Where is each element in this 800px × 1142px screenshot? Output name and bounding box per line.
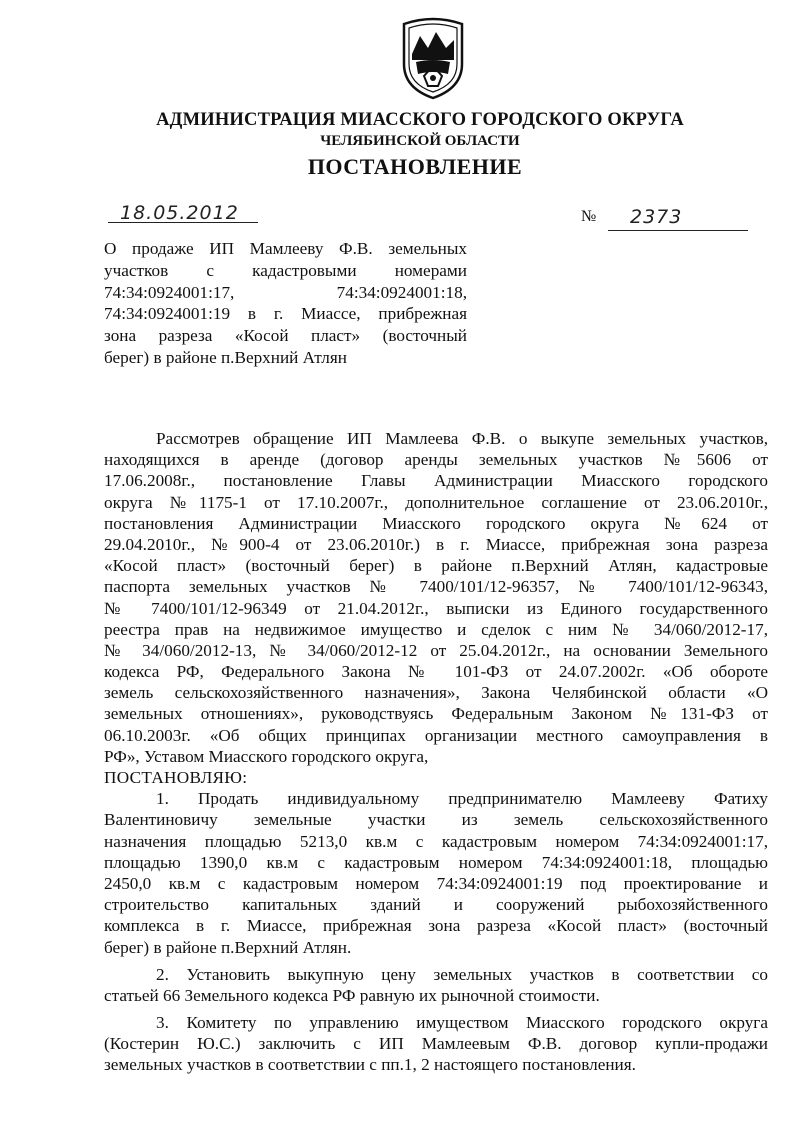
preamble-line: постановления Администрации Миасского городского округа №624 от [104, 513, 768, 533]
item1-line: 1. Продать индивидуальному предпринимателю Мамлееву Фатиху [156, 789, 768, 809]
item1-line: строительство капитальных зданий и сооружений рыбохозяйственного [104, 895, 768, 915]
item1-line: берег) в районе п.Верхний Атлян. [104, 937, 352, 957]
item3-line: земельных участков в соответствии с пп.1, 2 настоящего постановления. [104, 1055, 636, 1075]
preamble-line: 06.10.2003г. «Об общих принципах организации местного самоуправления в [104, 725, 768, 745]
number-sign: № [581, 208, 597, 225]
document-date: 18.05.2012 [120, 202, 239, 224]
organization-title: АДМИНИСТРАЦИЯ МИАССКОГО ГОРОДСКОГО ОКРУГА [156, 110, 684, 130]
preamble-line: «Косой пласт» (восточный берег) в районе п.Верхний Атлян, кадастровые [104, 556, 768, 576]
preamble-line: реестра прав на недвижимое имущество и сделок с ним № 34/060/2012-17, [104, 619, 768, 639]
document-number: 2373 [630, 206, 683, 228]
date-underline [108, 222, 258, 223]
preamble-line: Рассмотрев обращение ИП Мамлеева Ф.В. о выкупе земельных участков, [156, 429, 768, 448]
decree-word: ПОСТАНОВЛЯЮ: [104, 768, 248, 787]
preamble-line: 17.06.2008г., постановление Главы Администрации Миасского городского [104, 471, 768, 491]
preamble-line: 29.04.2010г., №900-4 от 23.06.2010г.) в г. Миассе, прибрежная зона разреза [104, 534, 768, 554]
item2-line: 2. Установить выкупную цену земельных участков в соответствии со [156, 964, 768, 984]
preamble-line: № 34/060/2012-13, № 34/060/2012-12 от 25.04.2012г., на основании Земельного [104, 640, 768, 660]
subject-line: 74:34:0924001:17, 74:34:0924001:18, [104, 282, 467, 302]
item3-line: (Костерин Ю.С.) заключить с ИП Мамлеевым Ф.В. договор купли-продажи [104, 1034, 768, 1054]
subject-line: берег) в районе п.Верхний Атлян [104, 347, 347, 367]
item1-line: назначения площадью 5213,0 кв.м с кадастровым номером 74:34:0924001:17, [104, 831, 768, 851]
subject-line: 74:34:0924001:19 в г. Миассе, прибрежная [104, 304, 467, 324]
region-subtitle: ЧЕЛЯБИНСКОЙ ОБЛАСТИ [320, 133, 520, 149]
item1-line: Валентиновичу земельные участки из земель сельскохозяйственного [104, 810, 768, 830]
number-underline [608, 230, 748, 231]
document-subject [104, 238, 467, 369]
item2-line: статьей 66 Земельного кодекса РФ равную их рыночной стоимости. [104, 985, 600, 1005]
document-body [104, 428, 768, 1076]
preamble-line: № 7400/101/12-96349 от 21.04.2012г., выписки из Единого государственного [104, 598, 768, 618]
subject-line: участков с кадастровыми номерами [104, 260, 467, 280]
city-coat-of-arms-icon [398, 14, 468, 100]
item1-line: площадью 1390,0 кв.м с кадастровым номером 74:34:0924001:18, площадью [104, 852, 768, 872]
subject-line: зона разреза «Косой пласт» (восточный [104, 326, 467, 346]
item1-line: 2450,0 кв.м с кадастровым номером 74:34:0924001:19 под проектирование и [104, 873, 768, 893]
preamble-line: кодекса РФ, Федерального Закона № 101-ФЗ от 24.07.2002г. «Об обороте [104, 662, 768, 682]
preamble-line: земельных отношениях», руководствуясь Федеральным Законом №131-ФЗ от [104, 704, 768, 724]
preamble-line: РФ», Уставом Миасского городского округа, [104, 746, 429, 766]
preamble-line: находящихся в аренде (договор аренды земельных участков №5606 от [104, 450, 768, 470]
preamble-line: земель сельскохозяйственного назначения», Закона Челябинской области «О [104, 683, 768, 703]
preamble-line: округа №1175-1 от 17.10.2007г., дополнительное соглашение от 23.06.2010г., [104, 492, 768, 512]
preamble-line: паспорта земельных участков № 7400/101/12-96357, № 7400/101/12-96343, [104, 577, 768, 597]
subject-line: О продаже ИП Мамлееву Ф.В. земельных [104, 239, 467, 258]
item1-line: комплекса в г. Миассе, прибрежная зона разреза «Косой пласт» (восточный [104, 916, 768, 936]
document-type-title: ПОСТАНОВЛЕНИЕ [307, 154, 523, 179]
item3-line: 3. Комитету по управлению имуществом Миасского городского округа [156, 1013, 768, 1033]
